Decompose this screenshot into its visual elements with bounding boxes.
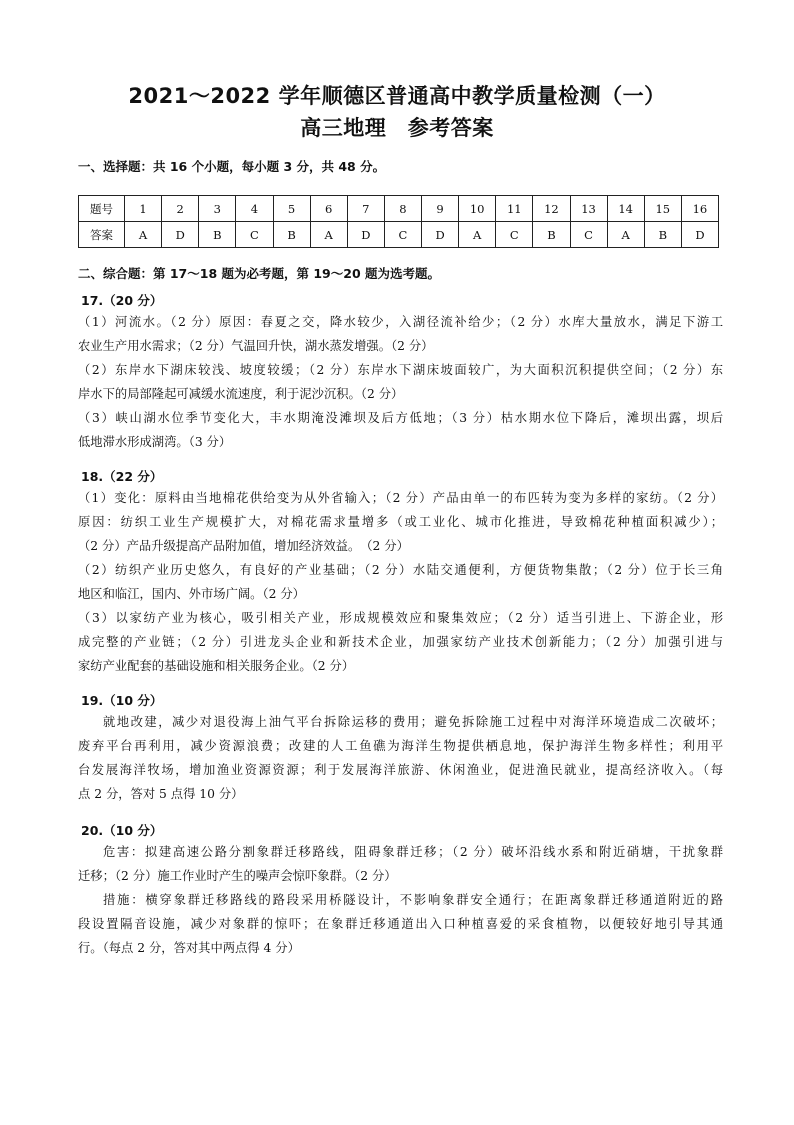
table-cell: A: [459, 222, 496, 248]
question-number-row: [79, 196, 719, 222]
table-cell: A: [125, 222, 162, 248]
q17-line: 低地滞水形成湖湾。（3 分）: [78, 435, 232, 449]
q18-line: （2）纺织产业历史悠久，有良好的产业基础；（2 分）水陆交通便利，方便货物集散；（2 分）位于长三角: [78, 563, 723, 577]
table-cell: 14: [607, 196, 644, 222]
document-subtitle: 高三地理 参考答案: [300, 116, 494, 140]
table-cell: B: [533, 222, 570, 248]
q18-line: （1）变化：原料由当地棉花供给变为从外省输入；（2 分）产品由单一的布匹转为变为多样的家纺。（2 分）: [78, 491, 723, 505]
q17-line: （2）东岸水下湖床较浅、坡度较缓；（2 分）东岸水下湖床坡面较广，为大面积沉积提供空间；（2 分）东: [78, 363, 723, 377]
table-cell: A: [607, 222, 644, 248]
q17-line: （1）河流水。（2 分）原因：春夏之交，降水较少，入湖径流补给少；（2 分）水库大量放水，满足下游工: [78, 315, 723, 329]
table-cell: 3: [199, 196, 236, 222]
answer-row: [79, 222, 719, 248]
q19-line: 废弃平台再利用，减少资源浪费；改建的人工鱼礁为海洋生物提供栖息地，保护海洋生物多样性；利用平: [78, 739, 723, 753]
table-cell: 10: [459, 196, 496, 222]
table-cell: B: [199, 222, 236, 248]
table-header-cell: 答案: [79, 222, 125, 248]
q20-line: 措施：横穿象群迁移路线的路段采用桥隧设计，不影响象群安全通行；在距离象群迁移通道附近的路: [103, 893, 723, 907]
q18-title: 18.（22 分）: [81, 469, 163, 484]
table-cell: 15: [644, 196, 681, 222]
multiple-choice-answer-table: [78, 195, 719, 248]
table-cell: 4: [236, 196, 273, 222]
table-cell: 16: [681, 196, 718, 222]
table-cell: A: [310, 222, 347, 248]
q19-line: 台发展海洋牧场，增加渔业资源资源；利于发展海洋旅游、休闲渔业，促进渔民就业，提高经济收入。（每: [78, 763, 723, 777]
section2-heading: 二、综合题：第 17～18 题为必考题，第 19～20 题为选考题。: [78, 266, 440, 281]
q20-line: 危害：拟建高速公路分割象群迁移路线，阻碍象群迁移；（2 分）破坏沿线水系和附近硝塘，干扰象群: [103, 845, 723, 859]
q20-title: 20.（10 分）: [81, 823, 163, 838]
table-cell: 6: [310, 196, 347, 222]
document-title: 2021～2022 学年顺德区普通高中教学质量检测（一）: [128, 84, 666, 108]
q18-line: 家纺产业配套的基础设施和相关服务企业。（2 分）: [78, 659, 355, 673]
table-cell: C: [570, 222, 607, 248]
q20-line: 段设置隔音设施，减少对象群的惊吓；在象群迁移通道出入口种植喜爱的采食植物，以便较好地引导其通: [78, 917, 723, 931]
table-cell: B: [273, 222, 310, 248]
q18-line: 地区和临江，国内、外市场广阔。（2 分）: [78, 587, 305, 601]
table-cell: D: [422, 222, 459, 248]
q18-line: （3）以家纺产业为核心，吸引相关产业，形成规模效应和聚集效应；（2 分）适当引进上、下游企业，形: [78, 611, 723, 625]
q17-line: （3）峡山湖水位季节变化大，丰水期淹没滩坝及后方低地；（3 分）枯水期水位下降后，滩坝出露，坝后: [78, 411, 723, 425]
q18-line: 成完整的产业链；（2 分）引进龙头企业和新技术企业，加强家纺产业技术创新能力；（2 分）加强引进与: [78, 635, 723, 649]
q17-title: 17.（20 分）: [81, 293, 163, 308]
table-cell: 13: [570, 196, 607, 222]
table-cell: 8: [384, 196, 421, 222]
table-cell: C: [384, 222, 421, 248]
q19-line: 就地改建，减少对退役海上油气平台拆除运移的费用；避免拆除施工过程中对海洋环境造成二次破坏；: [103, 715, 723, 729]
table-cell: C: [236, 222, 273, 248]
q20-line: 迁移；（2 分）施工作业时产生的噪声会惊吓象群。（2 分）: [78, 869, 397, 883]
section1-heading: 一、选择题：共 16 个小题，每小题 3 分，共 48 分。: [78, 159, 386, 174]
q19-title: 19.（10 分）: [81, 693, 163, 708]
q20-line: 行。（每点 2 分，答对其中两点得 4 分）: [78, 941, 300, 955]
table-cell: C: [496, 222, 533, 248]
q18-line: （2 分）产品升级提高产品附加值，增加经济效益。 （2 分）: [78, 539, 409, 553]
table-cell: 11: [496, 196, 533, 222]
table-header-cell: 题号: [79, 196, 125, 222]
table-cell: B: [644, 222, 681, 248]
table-cell: 1: [125, 196, 162, 222]
table-cell: 5: [273, 196, 310, 222]
q18-line: 原因：纺织工业生产规模扩大，对棉花需求量增多（或工业化、城市化推进，导致棉花种植面积减少）；: [78, 515, 723, 529]
table-cell: 7: [347, 196, 384, 222]
table-cell: 9: [422, 196, 459, 222]
q19-line: 点 2 分，答对 5 点得 10 分）: [78, 787, 244, 801]
table-cell: 2: [162, 196, 199, 222]
q17-line: 农业生产用水需求；（2 分）气温回升快，湖水蒸发增强。（2 分）: [78, 339, 434, 353]
table-cell: D: [681, 222, 718, 248]
table-cell: D: [162, 222, 199, 248]
table-cell: 12: [533, 196, 570, 222]
table-cell: D: [347, 222, 384, 248]
q17-line: 岸水下的局部隆起可减缓水流速度，利于泥沙沉积。（2 分）: [78, 387, 404, 401]
